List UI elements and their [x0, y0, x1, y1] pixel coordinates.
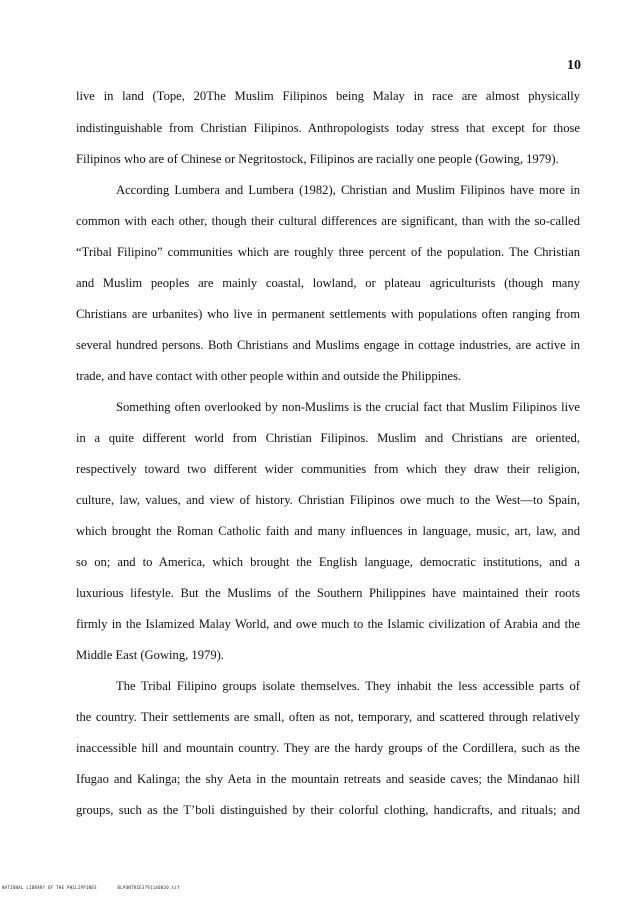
text-line: in a quite different world from Christian Filipinos. Muslim and Christians are oriented, [76, 431, 580, 445]
text-line: “Tribal Filipino” communities which are roughly three percent of the population. The Christian [76, 245, 580, 259]
text-line: Something often overlooked by non-Muslims is the crucial fact that Muslim Filipinos live [116, 400, 580, 414]
scan-footer [2, 885, 180, 890]
text-line: Christians are urbanites) who live in permanent settlements with populations often ranging from [76, 307, 580, 321]
text-line: Ifugao and Kalinga; the shy Aeta in the mountain retreats and seaside caves; the Mindanao hill [76, 772, 580, 786]
text-line: the country. Their settlements are small, often as not, temporary, and scattered through relatively [76, 710, 580, 724]
text-line: Middle East (Gowing, 1979). [76, 648, 224, 662]
text-line: luxurious lifestyle. But the Muslims of the Southern Philippines have maintained their roots [76, 586, 580, 600]
text-line: According Lumbera and Lumbera (1982), Christian and Muslim Filipinos have more in [116, 183, 580, 197]
text-line: and Muslim peoples are mainly coastal, lowland, or plateau agriculturists (though many [76, 276, 580, 290]
text-line: trade, and have contact with other people within and outside the Philippines. [76, 369, 462, 383]
text-line: several hundred persons. Both Christians and Muslims engage in cottage industries, are active in [76, 338, 580, 352]
text-line: respectively toward two different wider communities from which they draw their religion, [76, 462, 580, 476]
text-line: groups, such as the T’boli distinguished by their colorful clothing, handicrafts, and rituals; and [76, 803, 580, 817]
text-line: so on; and to America, which brought the English language, democratic institutions, and a [76, 555, 580, 569]
text-line: indistinguishable from Christian Filipinos. Anthropologists today stress that except for those [76, 121, 580, 135]
text-line: inaccessible hill and mountain country. They are the hardy groups of the Cordillera, such as the [76, 741, 580, 755]
text-line: The Tribal Filipino groups isolate themselves. They inhabit the less accessible parts of [116, 679, 580, 693]
page-number: 10 [567, 58, 581, 73]
text-line: culture, law, values, and view of history. Christian Filipinos owe much to the West—to Spain, [76, 493, 580, 507]
text-line: common with each other, though their cultural differences are significant, than with the so-called [76, 214, 580, 228]
library-label: NATIONAL LIBRARY OF THE PHILIPPINES [2, 885, 97, 890]
text-line: which brought the Roman Catholic faith and many influences in language, music, art, law, and [76, 524, 580, 538]
text-line: firmly in the Islamized Malay World, and owe much to the Islamic civilization of Arabia and the [76, 617, 580, 631]
text-line: Filipinos who are of Chinese or Negritostock, Filipinos are racially one people (Gowing, 1979). [76, 152, 559, 166]
text-line: live in land (Tope, 20The Muslim Filipinos being Malay in race are almost physically [76, 89, 580, 103]
file-id: BLPONTRIE3791140020.tif [117, 885, 180, 890]
